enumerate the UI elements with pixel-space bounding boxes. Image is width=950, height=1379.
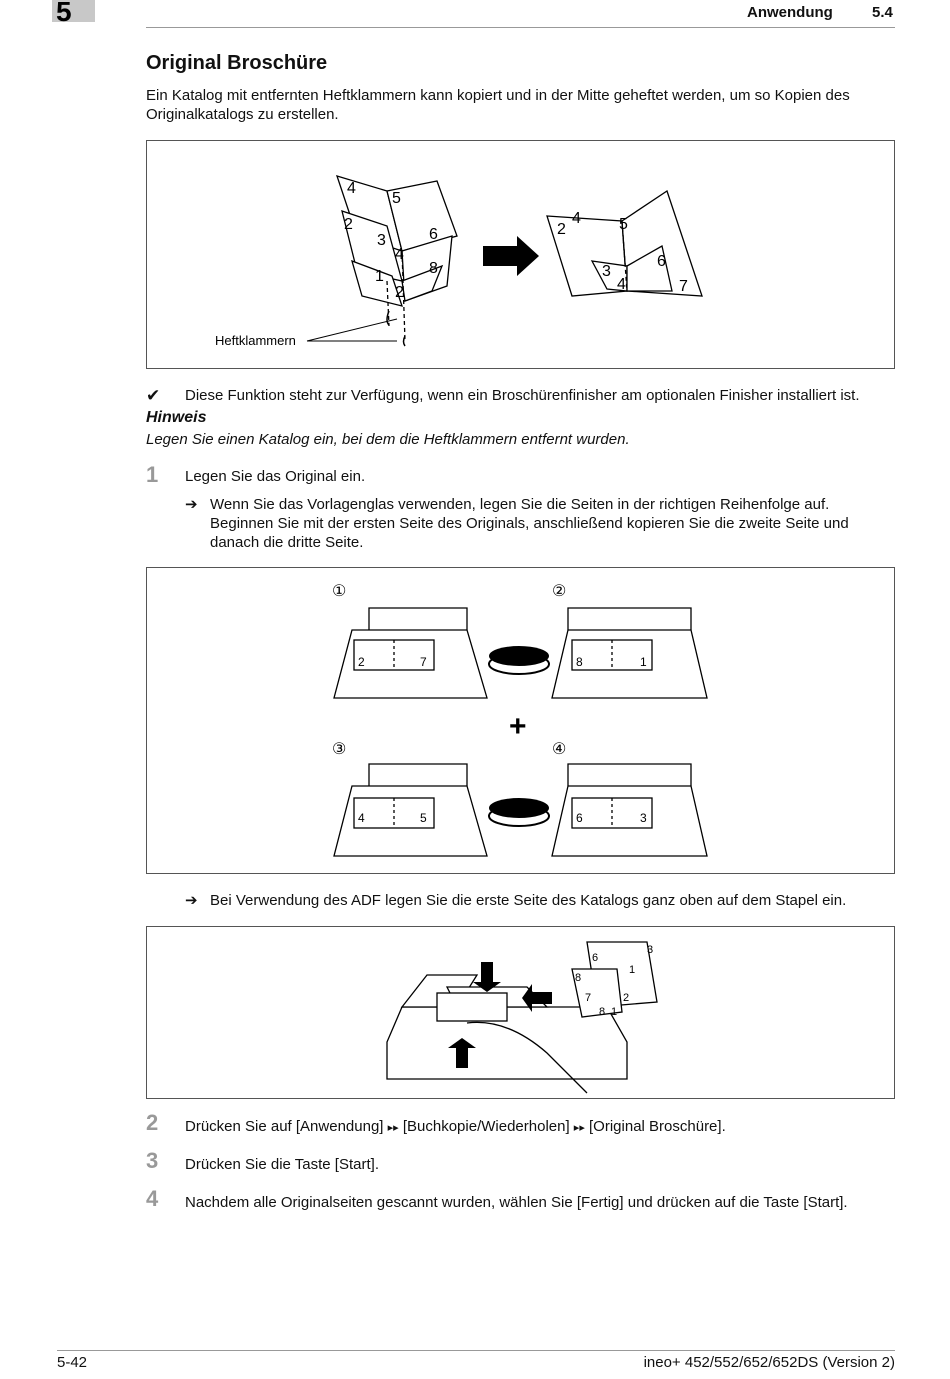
rotate-icon [489, 646, 549, 674]
page-number: 3 [602, 263, 611, 280]
step-text: Legen Sie das Original ein. [185, 468, 366, 485]
check-note: Diese Funktion steht zur Verfügung, wenn ein Broschürenfinisher am optionalen Finisher installiert ist. [185, 387, 860, 404]
hint-text: Legen Sie einen Katalog ein, bei dem die Heftklammern entfernt wurden. [146, 431, 630, 448]
arrow-icon: ➔ [185, 496, 198, 513]
step-marker: ② [552, 583, 567, 600]
page-number: 1 [611, 1006, 618, 1018]
header-title: Anwendung [747, 4, 833, 21]
step-text-part: [Original Broschüre]. [589, 1118, 726, 1135]
intro-paragraph: Ein Katalog mit entfernten Heftklammern kann kopiert und in der Mitte geheftet werden, um so Kopien des Originalkatalogs zu erstellen. [146, 87, 850, 123]
step-substep: Bei Verwendung des ADF legen Sie die erste Seite des Katalogs ganz oben auf dem Stapel ein. [210, 892, 847, 909]
step-marker: ③ [332, 741, 347, 758]
figure-adf [146, 926, 895, 1099]
staples-label: Heftklammern [215, 333, 296, 348]
page-number: 2 [344, 216, 353, 233]
step-number: 2 [146, 1110, 159, 1135]
page-number: 7 [679, 278, 688, 295]
page-number: 1 [375, 268, 384, 285]
step-text-part: Drücken Sie auf [Anwendung] [185, 1118, 384, 1135]
step-marker: ① [332, 583, 347, 600]
check-icon: ✔ [146, 386, 161, 405]
page-number: 6 [657, 253, 666, 270]
page-number: 4 [347, 180, 356, 197]
nav-arrow-icon: ▸▸ [387, 1122, 399, 1134]
nav-arrow-icon: ▸▸ [573, 1122, 585, 1134]
page-number: 2 [395, 284, 404, 301]
header-rule [146, 27, 895, 28]
page-number: 4 [572, 210, 581, 227]
page-number: 1 [640, 655, 647, 669]
booklet-illustration [147, 141, 894, 368]
chapter-number: 5 [56, 0, 72, 27]
step-text: Nachdem alle Originalseiten gescannt wurden, wählen Sie [Fertig] und drücken auf die Taste [Start]. [185, 1194, 848, 1211]
step-text: Drücken Sie die Taste [Start]. [185, 1156, 379, 1173]
page-number: 8 [599, 1006, 606, 1018]
step-number: 1 [146, 462, 159, 487]
figure-platen [146, 567, 895, 874]
page-number: 4 [395, 246, 404, 263]
header-section: 5.4 [872, 4, 893, 21]
page-title: Original Broschüre [146, 52, 328, 74]
page-number: 8 [576, 655, 583, 669]
page-number: 5 [619, 216, 628, 233]
page-number: 4 [358, 811, 365, 825]
page-number: 7 [585, 992, 592, 1004]
page-number: 3 [640, 811, 647, 825]
page-number: 7 [420, 655, 427, 669]
page-number: 6 [576, 811, 583, 825]
page-number: 2 [358, 655, 365, 669]
big-arrow-icon [483, 236, 539, 276]
step-text-part: [Buchkopie/Wiederholen] [402, 1118, 570, 1135]
step-substep: Wenn Sie das Vorlagenglas verwenden, legen Sie die Seiten in der richtigen Reihenfolge auf. Beginnen Sie mit der ersten Seite des Originals, anschließend kopieren Sie die zweite Seite und danach die dritte Seite. [210, 496, 849, 551]
step-text [185, 1117, 726, 1138]
platen-illustration [147, 568, 894, 873]
figure-booklet [146, 140, 895, 369]
step-number: 3 [146, 1148, 159, 1173]
rotate-icon [489, 798, 549, 826]
page-number: 3 [377, 232, 386, 249]
arrow-icon: ➔ [185, 892, 198, 909]
page-number: 3 [647, 944, 654, 956]
page-number: 6 [429, 226, 438, 243]
page-number-footer: 5-42 [57, 1354, 88, 1371]
page-number: 2 [557, 221, 566, 238]
step-marker: ④ [552, 741, 567, 758]
product-name: ineo+ 452/552/652/652DS (Version 2) [643, 1354, 895, 1371]
hint-title: Hinweis [146, 409, 207, 426]
page-number: 8 [575, 972, 582, 984]
plus-sign: + [509, 710, 527, 743]
page-number: 8 [429, 260, 438, 277]
page-number: 1 [629, 964, 636, 976]
footer-rule [57, 1350, 895, 1351]
page-number: 2 [623, 992, 630, 1004]
page-number: 4 [617, 276, 626, 293]
step-number: 4 [146, 1186, 159, 1211]
page-number: 6 [592, 952, 599, 964]
page-number: 5 [420, 811, 427, 825]
page-number: 5 [392, 190, 401, 207]
adf-illustration [147, 927, 894, 1098]
